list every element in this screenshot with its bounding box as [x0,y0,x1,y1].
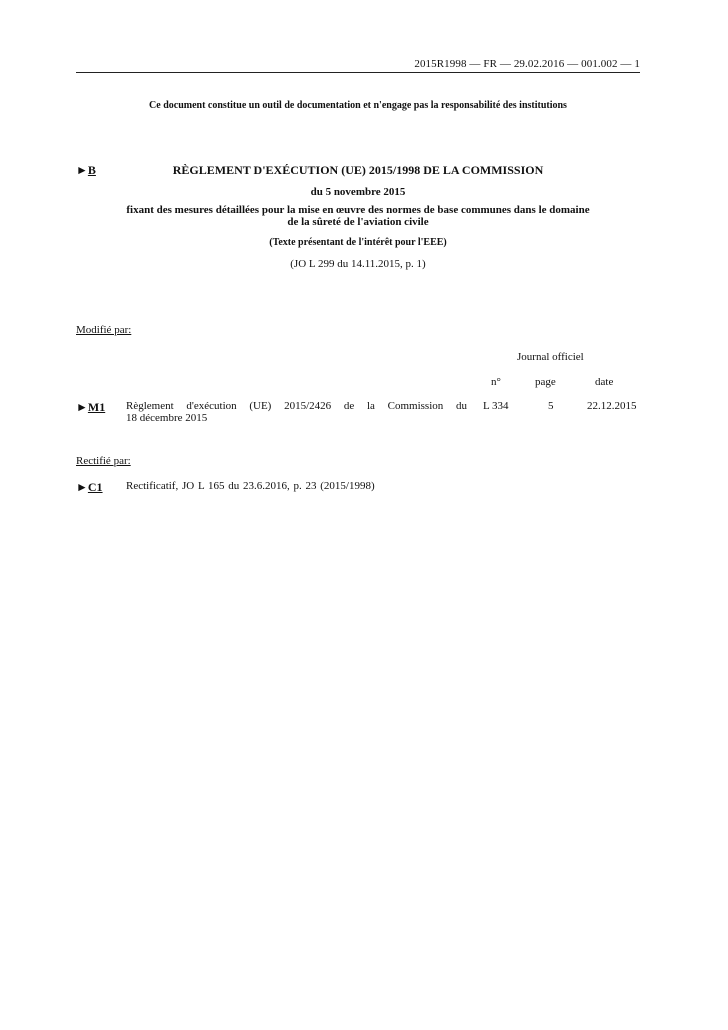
regulation-date: du 5 novembre 2015 [310,186,406,198]
corrigendum-description: Rectificatif, JO L 165 du 23.6.2016, p. 23 (2015/1998) [126,480,375,492]
official-journal-reference: (JO L 299 du 14.11.2015, p. 1) [290,258,426,270]
amendment-description-line1: Règlement d'exécution (UE) 2015/2426 de la Commission du [126,400,467,412]
rectified-by-heading: Rectifié par: [76,455,131,467]
arrow-right-icon: ► [76,400,88,414]
modified-by-heading: Modifié par: [76,324,132,336]
base-marker-label: B [87,163,96,177]
amendment-marker-label: M1 [87,400,106,414]
amendment-description-line2: 18 décembre 2015 [126,412,208,424]
document-reference: 2015R1998 — FR — 29.02.2016 — 001.002 — 1 [414,58,640,70]
amendment-marker-m1[interactable] [76,400,105,415]
journal-officiel-header: Journal officiel [517,351,584,363]
header-divider [76,72,640,73]
regulation-subject-line1: fixant des mesures détaillées pour la mise en œuvre des normes de base communes dans le domaine [126,204,590,216]
regulation-subject [96,204,620,228]
corrigendum-marker-c1[interactable] [76,480,103,495]
column-header-date: date [595,376,614,388]
base-marker[interactable] [76,163,96,178]
arrow-right-icon: ► [76,163,88,177]
amendment-description [126,400,467,424]
arrow-right-icon: ► [76,480,88,494]
amendment-journal-date: 22.12.2015 [587,400,637,412]
column-header-page: page [535,376,556,388]
regulation-title: RÈGLEMENT D'EXÉCUTION (UE) 2015/1998 DE LA COMMISSION [172,163,544,177]
disclaimer-note: Ce document constitue un outil de documentation et n'engage pas la responsabilité des institutions [149,100,567,111]
column-header-number: n° [491,376,501,388]
regulation-subject-line2: de la sûreté de l'aviation civile [287,216,429,228]
amendment-journal-page: 5 [548,400,554,412]
eee-relevance-note: (Texte présentant de l'intérêt pour l'EEE) [269,237,447,248]
corrigendum-marker-label: C1 [87,480,103,494]
amendment-journal-number: L 334 [483,400,509,412]
